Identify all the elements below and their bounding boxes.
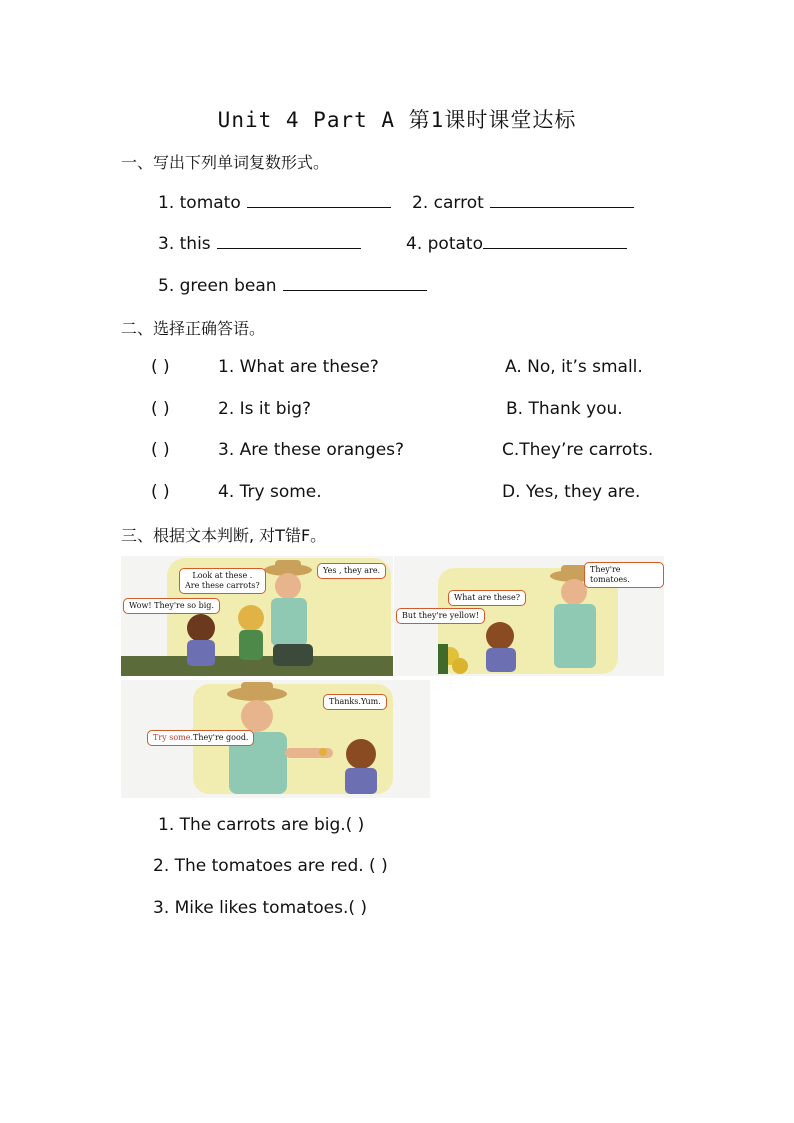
answer-blank[interactable] xyxy=(490,191,634,208)
answer-blank[interactable] xyxy=(247,191,391,208)
section-3-heading: 三、根据文本判断, 对T错F。 xyxy=(121,526,327,545)
story-picture-3 xyxy=(121,680,430,798)
story-picture-1 xyxy=(121,556,393,676)
answer-a: A. No, it’s small. xyxy=(505,357,643,377)
word-item-3: 3. this xyxy=(158,232,361,254)
speech-bubble: But they're yellow! xyxy=(396,608,485,624)
answer-paren[interactable]: ( ) xyxy=(151,440,170,460)
word-item-2: 2. carrot xyxy=(412,191,634,213)
answer-paren[interactable]: ( ) xyxy=(151,482,170,502)
answer-d: D. Yes, they are. xyxy=(502,482,641,502)
answer-blank[interactable] xyxy=(283,274,427,291)
question-4: 4. Try some. xyxy=(218,482,322,502)
statement-2[interactable]: 2. The tomatoes are red. ( ) xyxy=(153,856,388,876)
answer-blank[interactable] xyxy=(483,232,627,249)
section-2-heading: 二、选择正确答语。 xyxy=(121,319,266,338)
speech-bubble: Wow! They're so big. xyxy=(123,598,220,614)
statement-1[interactable]: 1. The carrots are big.( ) xyxy=(158,815,365,835)
speech-bubble: Look at these . Are these carrots? xyxy=(179,568,266,594)
section-1-heading: 一、写出下列单词复数形式。 xyxy=(121,153,330,172)
question-2: 2. Is it big? xyxy=(218,399,312,419)
statement-3[interactable]: 3. Mike likes tomatoes.( ) xyxy=(153,898,368,918)
question-1: 1. What are these? xyxy=(218,357,379,377)
word-item-5: 5. green bean xyxy=(158,274,427,296)
speech-bubble: Thanks.Yum. xyxy=(323,694,387,710)
word-item-1: 1. tomato xyxy=(158,191,391,213)
speech-bubble: Try some.They're good. xyxy=(147,730,254,746)
question-3: 3. Are these oranges? xyxy=(218,440,405,460)
answer-paren[interactable]: ( ) xyxy=(151,399,170,419)
word-item-4: 4. potato xyxy=(406,232,627,254)
speech-bubble: What are these? xyxy=(448,590,526,606)
speech-bubble: Yes , they are. xyxy=(317,563,386,579)
answer-c: C.They’re carrots. xyxy=(502,440,654,460)
story-picture-2 xyxy=(394,556,664,676)
answer-blank[interactable] xyxy=(217,232,361,249)
answer-b: B. Thank you. xyxy=(506,399,623,419)
answer-paren[interactable]: ( ) xyxy=(151,357,170,377)
page-title: Unit 4 Part A 第1课时课堂达标 xyxy=(217,108,577,132)
speech-bubble: They're tomatoes. xyxy=(584,562,664,588)
